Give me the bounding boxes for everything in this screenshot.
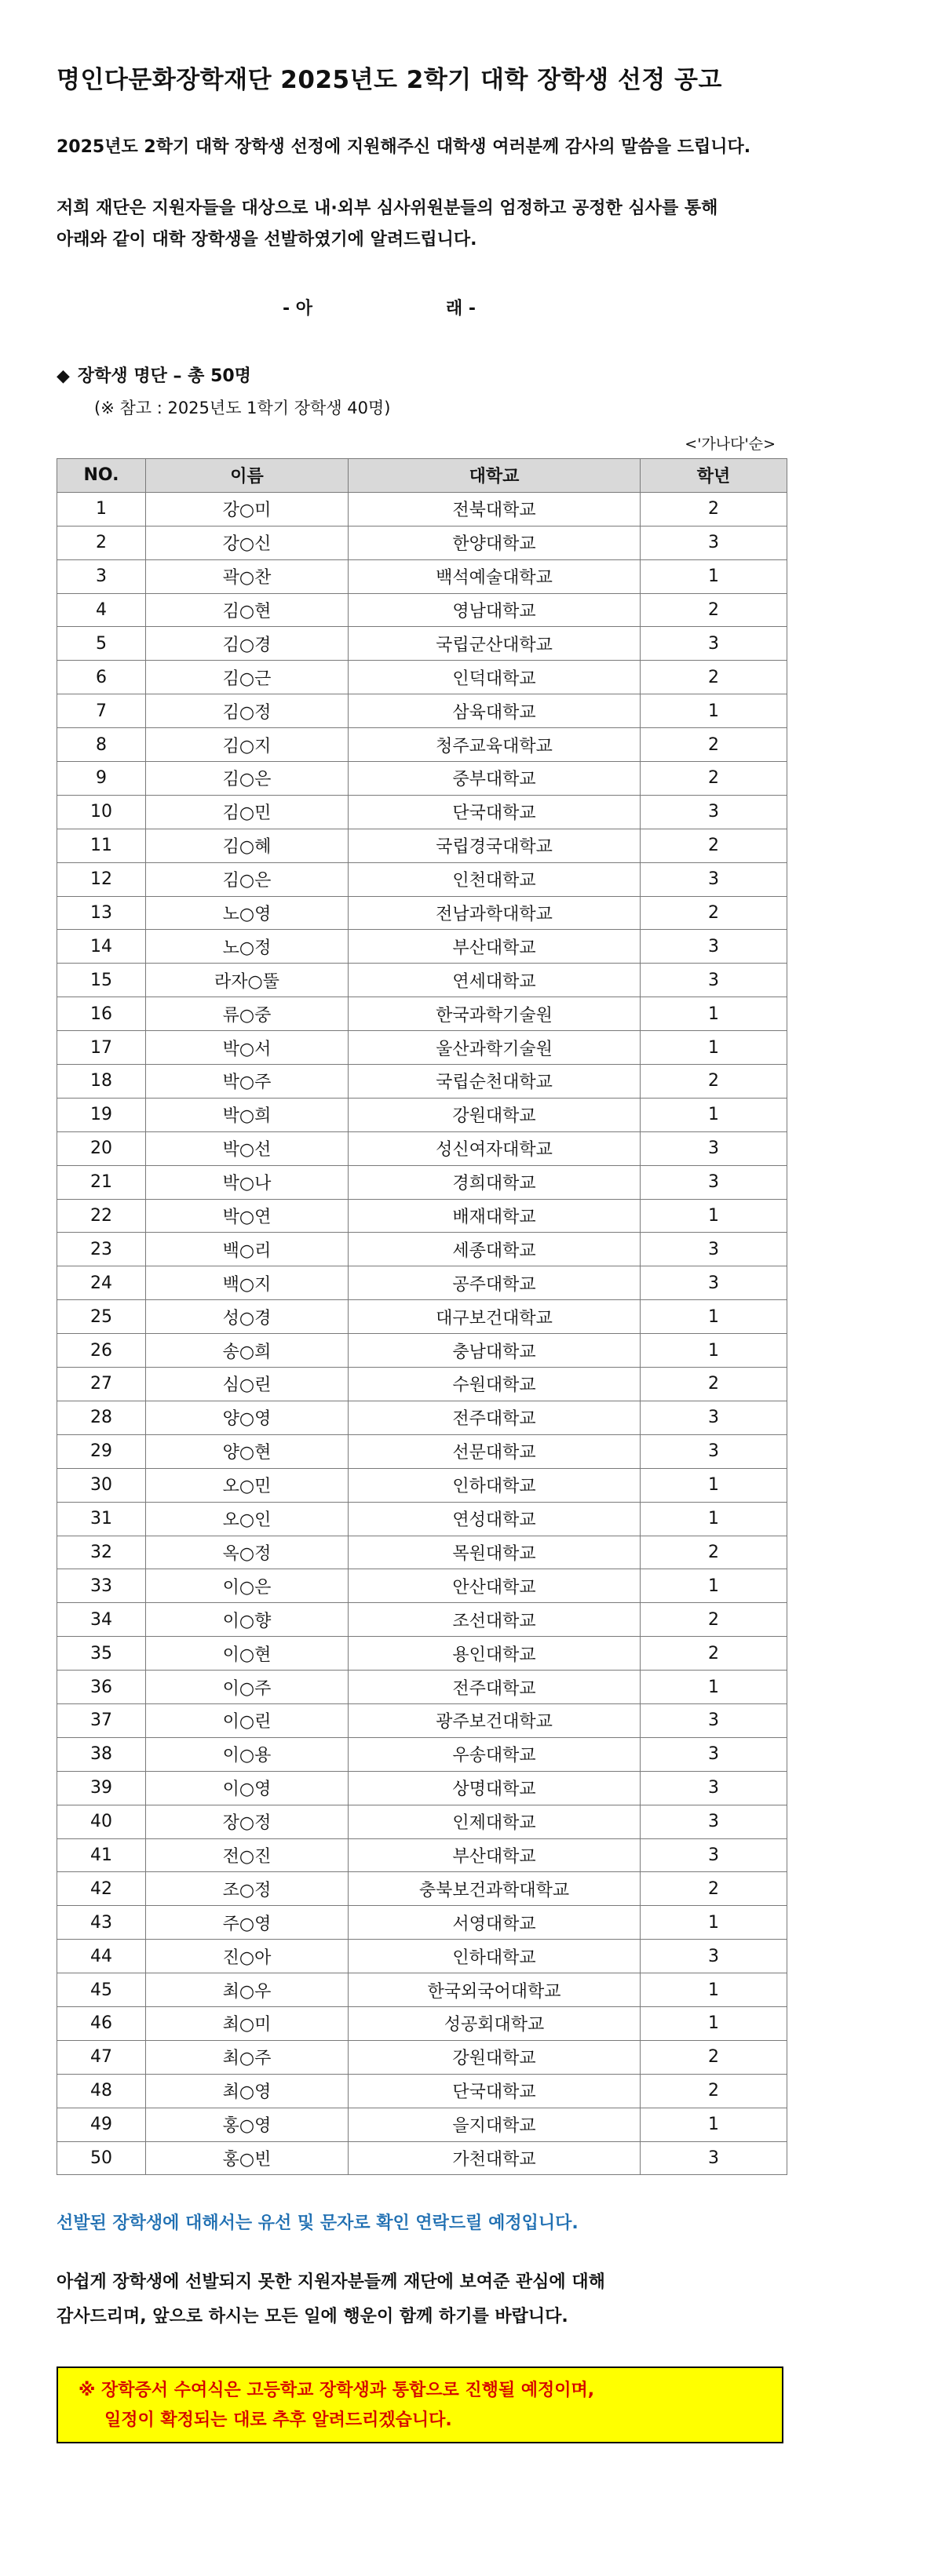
table-row: [57, 997, 787, 1031]
row-no: 26: [57, 1334, 146, 1368]
row-university: 용인대학교: [349, 1637, 641, 1671]
row-name: 홍○영: [146, 2108, 349, 2141]
row-name: 양○영: [146, 1401, 349, 1434]
row-grade: 3: [641, 1703, 787, 1737]
table-row: [57, 2108, 787, 2141]
row-university: 충남대학교: [349, 1334, 641, 1368]
row-name: 류○중: [146, 997, 349, 1031]
header-grade: 학년: [641, 459, 787, 493]
row-university: 전남과학대학교: [349, 896, 641, 930]
row-name: 이○영: [146, 1771, 349, 1805]
row-no: 21: [57, 1165, 146, 1199]
row-grade: 1: [641, 1031, 787, 1065]
row-name: 주○영: [146, 1906, 349, 1940]
row-grade: 3: [641, 930, 787, 964]
table-row: [57, 1233, 787, 1266]
row-no: 43: [57, 1906, 146, 1940]
table-row: [57, 1098, 787, 1131]
row-name: 김○은: [146, 862, 349, 896]
row-no: 49: [57, 2108, 146, 2141]
table-row: [57, 2040, 787, 2074]
row-grade: 3: [641, 795, 787, 829]
row-university: 청주교육대학교: [349, 728, 641, 762]
row-no: 5: [57, 627, 146, 661]
row-name: 김○지: [146, 728, 349, 762]
row-name: 노○영: [146, 896, 349, 930]
row-university: 대구보건대학교: [349, 1300, 641, 1334]
table-row: [57, 1502, 787, 1536]
row-university: 광주보건대학교: [349, 1703, 641, 1737]
section-title: 장학생 명단 – 총 50명: [77, 366, 251, 386]
scholar-table: [57, 458, 787, 2175]
thanks-paragraph: [57, 2265, 605, 2334]
row-name: 조○정: [146, 1872, 349, 1906]
row-no: 14: [57, 930, 146, 964]
row-university: 국립군산대학교: [349, 627, 641, 661]
row-university: 전주대학교: [349, 1671, 641, 1704]
body-line-1: 저희 재단은 지원자들을 대상으로 내·외부 심사위원분들의 엄정하고 공정한 심사를 통해: [57, 199, 718, 218]
row-no: 11: [57, 829, 146, 862]
table-row: [57, 1805, 787, 1838]
table-row: [57, 896, 787, 930]
row-name: 강○신: [146, 526, 349, 559]
row-university: 연세대학교: [349, 964, 641, 997]
row-grade: 3: [641, 1805, 787, 1838]
row-name: 최○주: [146, 2040, 349, 2074]
row-name: 이○현: [146, 1637, 349, 1671]
row-grade: 3: [641, 1737, 787, 1771]
row-university: 선문대학교: [349, 1434, 641, 1468]
row-grade: 2: [641, 728, 787, 762]
row-university: 한국외국어대학교: [349, 1973, 641, 2007]
row-university: 인하대학교: [349, 1468, 641, 1502]
row-grade: 3: [641, 964, 787, 997]
row-university: 인하대학교: [349, 1940, 641, 1973]
row-name: 백○지: [146, 1266, 349, 1300]
row-no: 44: [57, 1940, 146, 1973]
row-university: 서영대학교: [349, 1906, 641, 1940]
row-university: 인제대학교: [349, 1805, 641, 1838]
row-name: 김○경: [146, 627, 349, 661]
row-grade: 3: [641, 1233, 787, 1266]
page-title: 명인다문화장학재단 2025년도 2학기 대학 장학생 선정 공고: [57, 66, 722, 94]
row-name: 김○현: [146, 593, 349, 627]
row-no: 1: [57, 492, 146, 526]
table-row: [57, 1771, 787, 1805]
table-row: [57, 1940, 787, 1973]
row-university: 인덕대학교: [349, 661, 641, 694]
row-no: 50: [57, 2141, 146, 2175]
row-name: 전○진: [146, 1838, 349, 1872]
row-grade: 2: [641, 1603, 787, 1637]
row-university: 을지대학교: [349, 2108, 641, 2141]
row-grade: 2: [641, 1637, 787, 1671]
row-university: 영남대학교: [349, 593, 641, 627]
row-grade: 2: [641, 593, 787, 627]
row-grade: 3: [641, 1940, 787, 1973]
row-grade: 1: [641, 1468, 787, 1502]
row-grade: 2: [641, 762, 787, 796]
table-row: [57, 1906, 787, 1940]
row-grade: 1: [641, 694, 787, 728]
row-no: 32: [57, 1536, 146, 1569]
row-no: 22: [57, 1199, 146, 1233]
row-no: 12: [57, 862, 146, 896]
row-no: 2: [57, 526, 146, 559]
table-row: [57, 829, 787, 862]
row-grade: 1: [641, 1906, 787, 1940]
row-university: 연성대학교: [349, 1502, 641, 1536]
row-no: 13: [57, 896, 146, 930]
table-row: [57, 964, 787, 997]
table-row: [57, 1266, 787, 1300]
row-grade: 3: [641, 627, 787, 661]
row-no: 40: [57, 1805, 146, 1838]
row-university: 중부대학교: [349, 762, 641, 796]
table-row: [57, 1434, 787, 1468]
row-name: 박○서: [146, 1031, 349, 1065]
row-no: 27: [57, 1368, 146, 1401]
row-grade: 3: [641, 862, 787, 896]
row-name: 이○주: [146, 1671, 349, 1704]
thanks-line-2: 감사드리며, 앞으로 하시는 모든 일에 행운이 함께 하기를 바랍니다.: [57, 2307, 568, 2326]
table-row: [57, 1199, 787, 1233]
row-grade: 3: [641, 2141, 787, 2175]
body-line-2: 아래와 같이 대학 장학생을 선발하였기에 알려드립니다.: [57, 230, 477, 250]
row-university: 강원대학교: [349, 1098, 641, 1131]
row-no: 17: [57, 1031, 146, 1065]
table-row: [57, 1401, 787, 1434]
row-grade: 2: [641, 1368, 787, 1401]
row-university: 삼육대학교: [349, 694, 641, 728]
row-no: 10: [57, 795, 146, 829]
table-row: [57, 728, 787, 762]
row-no: 35: [57, 1637, 146, 1671]
row-no: 28: [57, 1401, 146, 1434]
row-grade: 2: [641, 829, 787, 862]
table-row: [57, 1872, 787, 1906]
row-name: 이○은: [146, 1569, 349, 1603]
row-name: 홍○빈: [146, 2141, 349, 2175]
row-university: 세종대학교: [349, 1233, 641, 1266]
row-name: 최○미: [146, 2006, 349, 2040]
table-row: [57, 1973, 787, 2007]
row-name: 심○린: [146, 1368, 349, 1401]
row-grade: 3: [641, 1165, 787, 1199]
row-name: 양○현: [146, 1434, 349, 1468]
row-no: 34: [57, 1603, 146, 1637]
row-grade: 2: [641, 2074, 787, 2108]
row-grade: 1: [641, 1502, 787, 1536]
notice-line-2: 일정이 확정되는 대로 추후 알려드리겠습니다.: [104, 2410, 452, 2430]
row-name: 이○용: [146, 1737, 349, 1771]
row-grade: 1: [641, 1098, 787, 1131]
row-name: 박○연: [146, 1199, 349, 1233]
table-row: [57, 930, 787, 964]
row-university: 가천대학교: [349, 2141, 641, 2175]
row-name: 김○은: [146, 762, 349, 796]
ceremony-notice-box: [57, 2366, 783, 2443]
section-note: (※ 참고 : 2025년도 1학기 장학생 40명): [94, 399, 391, 417]
row-no: 38: [57, 1737, 146, 1771]
row-no: 4: [57, 593, 146, 627]
row-university: 경희대학교: [349, 1165, 641, 1199]
row-no: 30: [57, 1468, 146, 1502]
row-no: 18: [57, 1065, 146, 1099]
table-row: [57, 1165, 787, 1199]
row-grade: 1: [641, 2006, 787, 2040]
table-row: [57, 661, 787, 694]
table-row: [57, 2006, 787, 2040]
row-university: 백석예술대학교: [349, 559, 641, 593]
row-university: 울산과학기술원: [349, 1031, 641, 1065]
section-heading: [57, 363, 251, 387]
row-grade: 3: [641, 1838, 787, 1872]
row-university: 한국과학기술원: [349, 997, 641, 1031]
table-row: [57, 1131, 787, 1165]
table-row: [57, 1536, 787, 1569]
row-university: 한양대학교: [349, 526, 641, 559]
table-row: [57, 1569, 787, 1603]
row-grade: 1: [641, 1569, 787, 1603]
row-grade: 3: [641, 1401, 787, 1434]
row-name: 옥○정: [146, 1536, 349, 1569]
row-no: 37: [57, 1703, 146, 1737]
table-body: [57, 492, 787, 2175]
table-row: [57, 1065, 787, 1099]
arae-right: 래 -: [446, 299, 476, 319]
arae-left: - 아: [283, 299, 313, 319]
row-grade: 2: [641, 896, 787, 930]
row-university: 국립순천대학교: [349, 1065, 641, 1099]
row-university: 강원대학교: [349, 2040, 641, 2074]
row-university: 공주대학교: [349, 1266, 641, 1300]
row-grade: 2: [641, 492, 787, 526]
row-grade: 2: [641, 2040, 787, 2074]
notice-line-1: ※ 장학증서 수여식은 고등학교 장학생과 통합으로 진행될 예정이며,: [78, 2381, 595, 2400]
row-no: 31: [57, 1502, 146, 1536]
intro-text: 2025년도 2학기 대학 장학생 선정에 지원해주신 대학생 여러분께 감사의 말씀을 드립니다.: [57, 137, 751, 157]
row-name: 박○주: [146, 1065, 349, 1099]
row-university: 단국대학교: [349, 795, 641, 829]
row-no: 23: [57, 1233, 146, 1266]
row-name: 김○민: [146, 795, 349, 829]
row-university: 충북보건과학대학교: [349, 1872, 641, 1906]
row-grade: 1: [641, 1973, 787, 2007]
row-university: 인천대학교: [349, 862, 641, 896]
row-name: 라자○뚤: [146, 964, 349, 997]
row-name: 김○근: [146, 661, 349, 694]
row-no: 15: [57, 964, 146, 997]
row-university: 우송대학교: [349, 1737, 641, 1771]
row-university: 국립경국대학교: [349, 829, 641, 862]
row-no: 33: [57, 1569, 146, 1603]
row-name: 송○희: [146, 1334, 349, 1368]
row-grade: 1: [641, 1300, 787, 1334]
row-name: 박○나: [146, 1165, 349, 1199]
table-row: [57, 762, 787, 796]
row-university: 전주대학교: [349, 1401, 641, 1434]
table-row: [57, 1737, 787, 1771]
body-paragraph: [57, 193, 717, 256]
row-no: 42: [57, 1872, 146, 1906]
row-name: 이○린: [146, 1703, 349, 1737]
row-no: 39: [57, 1771, 146, 1805]
row-name: 백○리: [146, 1233, 349, 1266]
row-name: 이○향: [146, 1603, 349, 1637]
table-row: [57, 2141, 787, 2175]
row-name: 김○혜: [146, 829, 349, 862]
row-no: 24: [57, 1266, 146, 1300]
row-name: 노○정: [146, 930, 349, 964]
row-university: 전북대학교: [349, 492, 641, 526]
row-no: 8: [57, 728, 146, 762]
row-grade: 3: [641, 526, 787, 559]
table-row: [57, 526, 787, 559]
row-name: 박○희: [146, 1098, 349, 1131]
row-grade: 2: [641, 1065, 787, 1099]
row-no: 36: [57, 1671, 146, 1704]
table-row: [57, 492, 787, 526]
row-grade: 3: [641, 1131, 787, 1165]
row-university: 성공회대학교: [349, 2006, 641, 2040]
sort-order-label: <'가나다'순>: [685, 435, 776, 453]
row-name: 오○민: [146, 1468, 349, 1502]
table-row: [57, 1334, 787, 1368]
row-grade: 1: [641, 2108, 787, 2141]
header-name: 이름: [146, 459, 349, 493]
table-row: [57, 2074, 787, 2108]
table-row: [57, 1671, 787, 1704]
table-row: [57, 1838, 787, 1872]
row-name: 박○선: [146, 1131, 349, 1165]
row-name: 성○경: [146, 1300, 349, 1334]
row-no: 3: [57, 559, 146, 593]
row-no: 45: [57, 1973, 146, 2007]
table-row: [57, 1468, 787, 1502]
thanks-line-1: 아쉽게 장학생에 선발되지 못한 지원자분들께 재단에 보여준 관심에 대해: [57, 2272, 605, 2292]
row-no: 6: [57, 661, 146, 694]
row-no: 19: [57, 1098, 146, 1131]
row-name: 장○정: [146, 1805, 349, 1838]
confirm-notice: 선발된 장학생에 대해서는 유선 및 문자로 확인 연락드릴 예정입니다.: [57, 2213, 579, 2233]
row-name: 오○인: [146, 1502, 349, 1536]
row-university: 성신여자대학교: [349, 1131, 641, 1165]
row-no: 29: [57, 1434, 146, 1468]
row-grade: 3: [641, 1434, 787, 1468]
row-name: 강○미: [146, 492, 349, 526]
row-grade: 1: [641, 1671, 787, 1704]
table-row: [57, 1031, 787, 1065]
row-university: 안산대학교: [349, 1569, 641, 1603]
row-grade: 3: [641, 1266, 787, 1300]
row-no: 9: [57, 762, 146, 796]
header-university: 대학교: [349, 459, 641, 493]
row-no: 25: [57, 1300, 146, 1334]
row-no: 47: [57, 2040, 146, 2074]
row-name: 곽○찬: [146, 559, 349, 593]
row-grade: 1: [641, 1334, 787, 1368]
row-university: 수원대학교: [349, 1368, 641, 1401]
table-row: [57, 627, 787, 661]
row-name: 김○정: [146, 694, 349, 728]
table-row: [57, 1637, 787, 1671]
row-university: 단국대학교: [349, 2074, 641, 2108]
table-row: [57, 862, 787, 896]
row-university: 부산대학교: [349, 1838, 641, 1872]
table-row: [57, 795, 787, 829]
row-grade: 1: [641, 559, 787, 593]
row-university: 목원대학교: [349, 1536, 641, 1569]
row-grade: 2: [641, 1536, 787, 1569]
row-grade: 3: [641, 1771, 787, 1805]
table-row: [57, 593, 787, 627]
row-grade: 1: [641, 997, 787, 1031]
row-no: 20: [57, 1131, 146, 1165]
row-name: 진○아: [146, 1940, 349, 1973]
table-row: [57, 1703, 787, 1737]
row-grade: 1: [641, 1199, 787, 1233]
row-no: 16: [57, 997, 146, 1031]
row-no: 46: [57, 2006, 146, 2040]
row-name: 최○영: [146, 2074, 349, 2108]
row-grade: 2: [641, 661, 787, 694]
row-name: 최○우: [146, 1973, 349, 2007]
row-grade: 2: [641, 1872, 787, 1906]
row-university: 배재대학교: [349, 1199, 641, 1233]
row-no: 41: [57, 1838, 146, 1872]
table-row: [57, 1300, 787, 1334]
row-no: 7: [57, 694, 146, 728]
row-university: 조선대학교: [349, 1603, 641, 1637]
header-no: NO.: [57, 459, 146, 493]
table-row: [57, 694, 787, 728]
row-no: 48: [57, 2074, 146, 2108]
diamond-bullet-icon: ◆: [57, 366, 70, 386]
row-university: 부산대학교: [349, 930, 641, 964]
table-row: [57, 1603, 787, 1637]
table-row: [57, 1368, 787, 1401]
table-header-row: [57, 459, 787, 493]
row-university: 상명대학교: [349, 1771, 641, 1805]
table-row: [57, 559, 787, 593]
